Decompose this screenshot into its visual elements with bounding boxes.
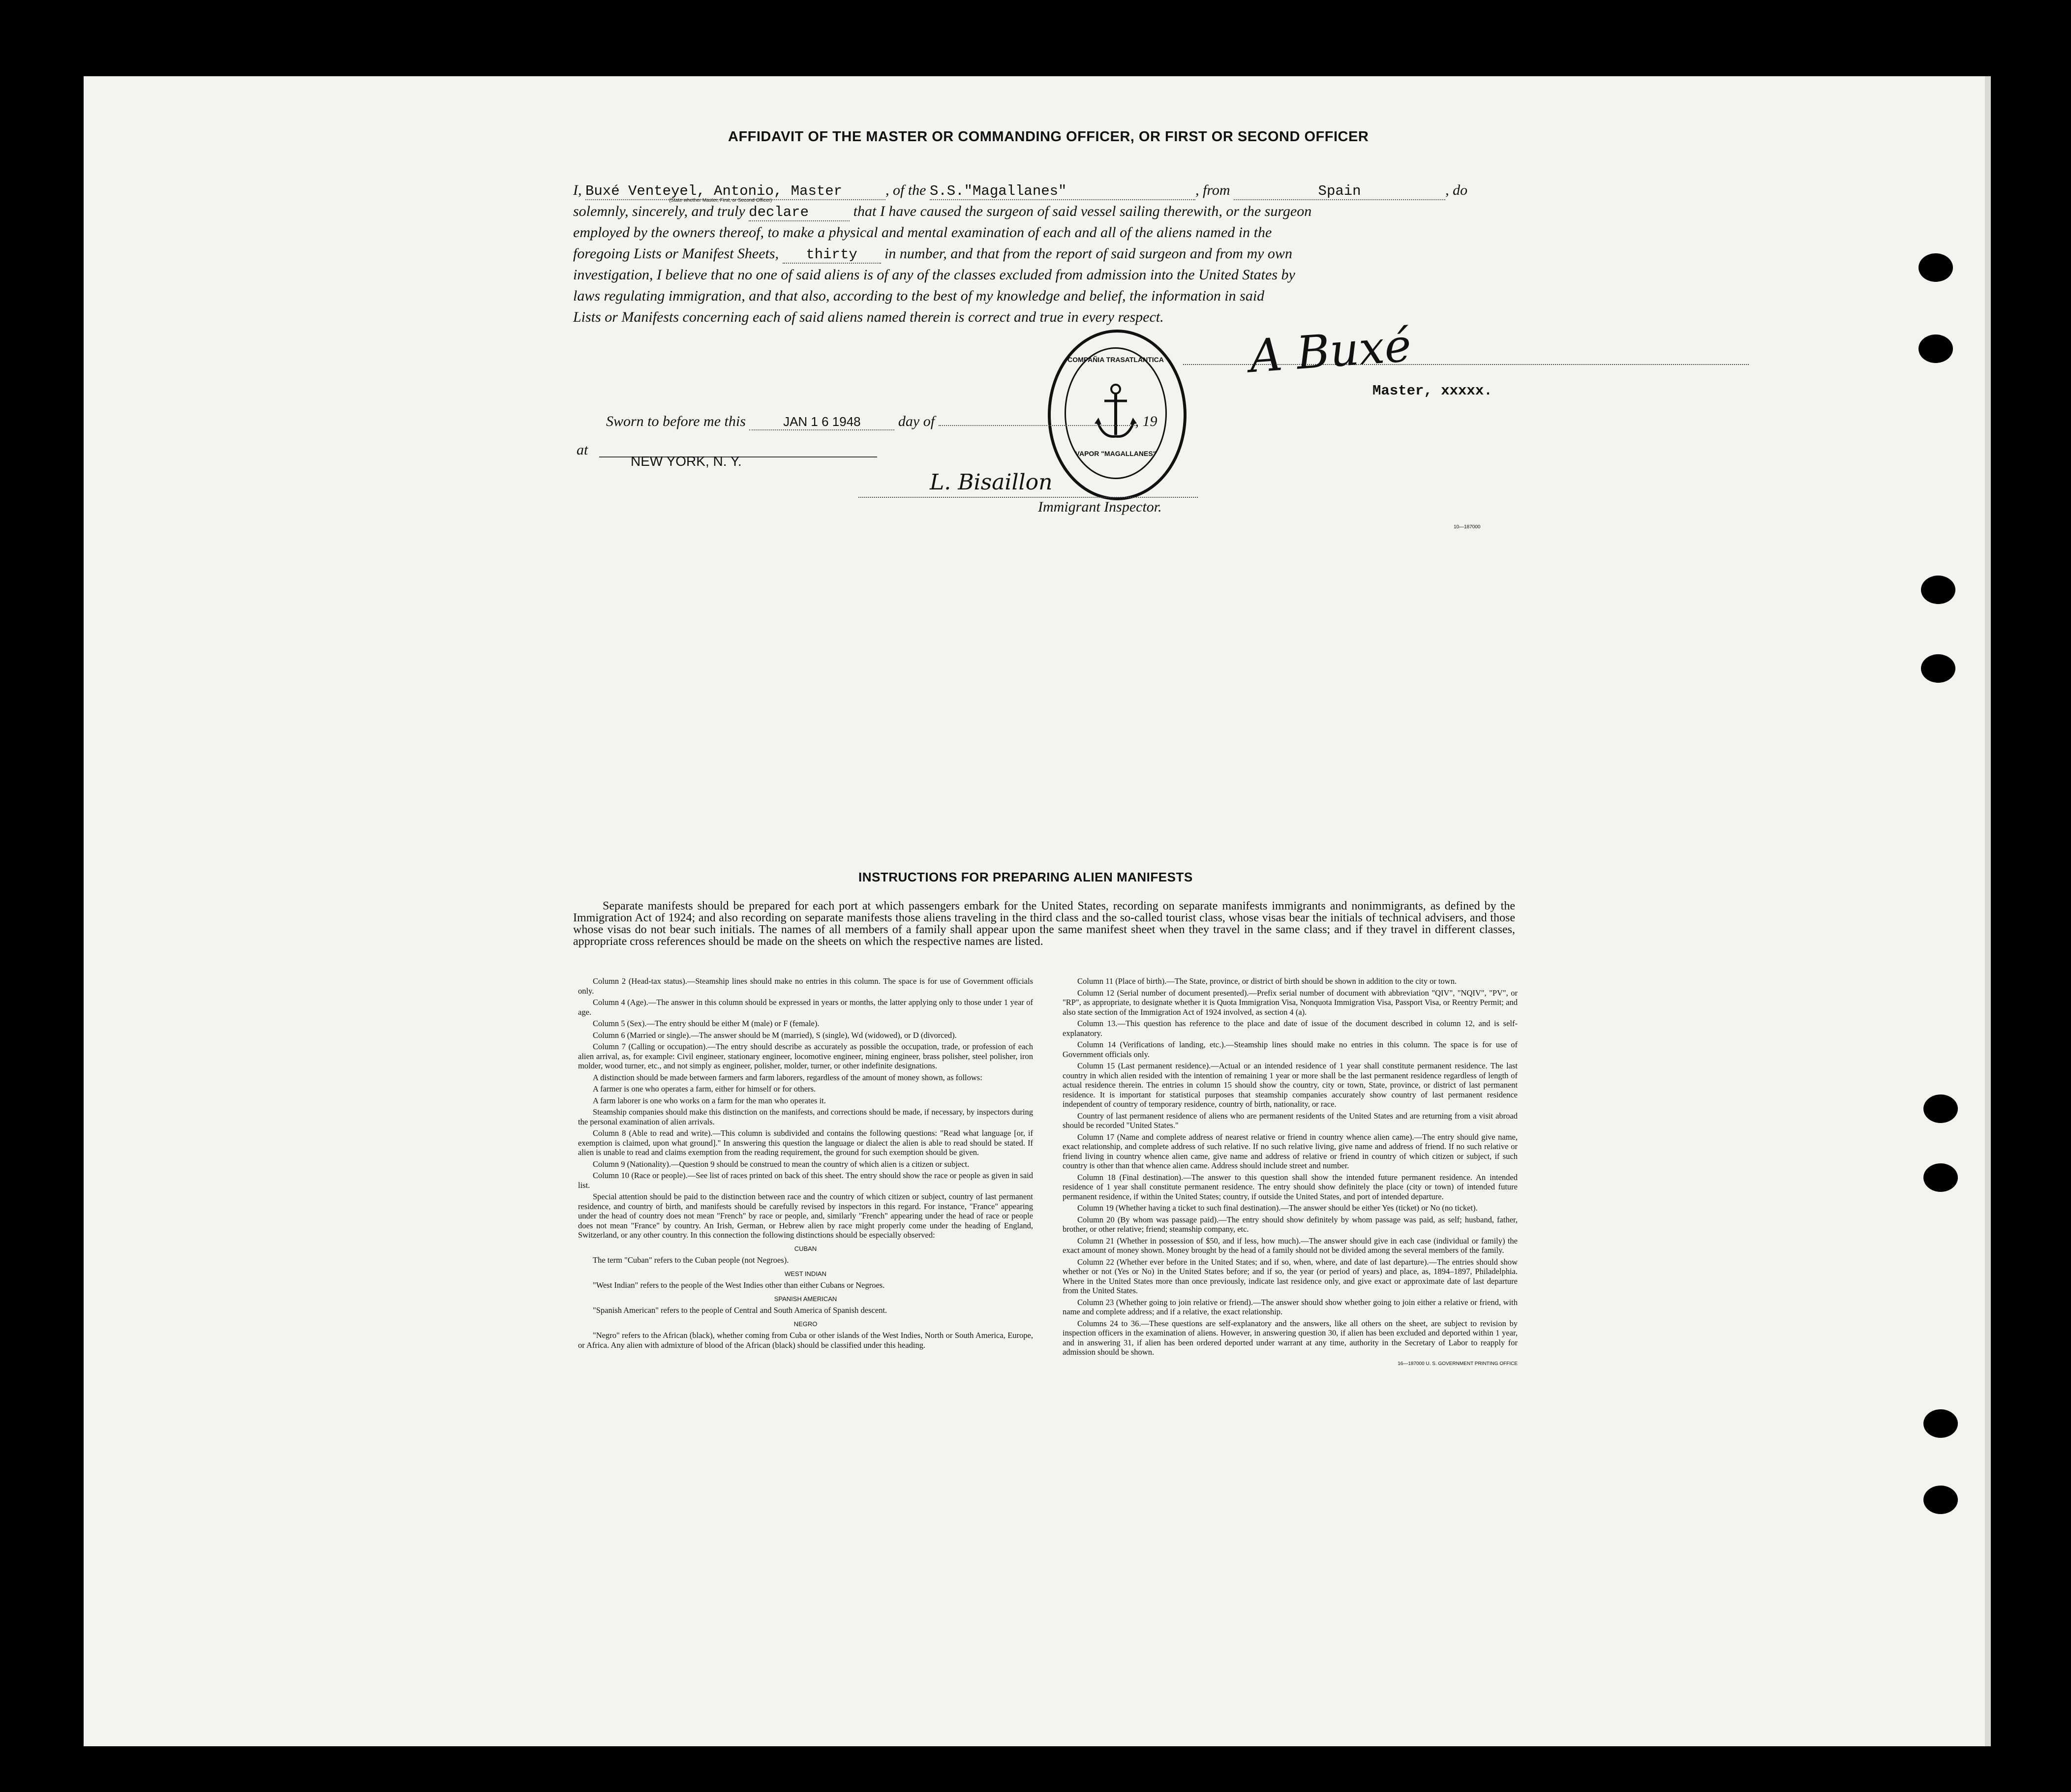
master-label: Master, xxxxx. xyxy=(1372,383,1492,399)
form-code: 10—187000 xyxy=(1454,524,1481,530)
text: solemnly, sincerely, and truly xyxy=(573,203,745,219)
vessel-field: S.S."Magallanes" xyxy=(930,183,1195,200)
seal-top-text: COMPAÑIA TRASATLANTICA xyxy=(1067,356,1164,364)
cuban-definition: The term "Cuban" refers to the Cuban people (not Negroes). xyxy=(593,1255,789,1265)
at-line xyxy=(577,442,588,458)
column-note: Column 9 (Nationality).—Question 9 should be construed to mean the country of which alien is a citizen or subject. xyxy=(593,1159,970,1169)
column-note: Column 18 (Final destination).—The answer to this question shall show the intended future permanent residence. An intended residence of 1 year shall constitute permanent residence. The entry should show definitely the place (city or town) of intended future permanent residence, if within the United States; country, if outside the United States, and port of intended departure. xyxy=(1063,1172,1518,1201)
affidavit-line-2 xyxy=(573,203,1311,221)
officer-note: (State whether Master, First, or Second Officer) xyxy=(669,198,772,203)
affidavit-line-5: investigation, I believe that no one of said aliens is of any of the classes excluded from admission into the United States by xyxy=(573,267,1295,283)
column-note: Column 20 (By whom was passage paid).—The entry should show definitely by whom passage was paid, as self; husband, father, brother, or other relative; friend; steamship company, etc. xyxy=(1063,1215,1518,1234)
column-note: Column 4 (Age).—The answer in this column should be expressed in years or months, the latter applying only to those under 1 year of age. xyxy=(578,998,1033,1017)
binder-hole xyxy=(1921,576,1955,604)
column-note: Column 14 (Verifications of landing, etc.).—Steamship lines should make no entries in this column. The space is for use of Government officials only. xyxy=(1063,1040,1518,1059)
column-note: Column 6 (Married or single).—The answer should be M (married), S (single), Wd (widowed), or D (divorced). xyxy=(593,1030,957,1040)
binder-hole xyxy=(1919,253,1953,282)
column-note: Special attention should be paid to the distinction between race and the country of which citizen or subject, country of last permanent residence, and country of birth, and manifests should be carefully revised by inspectors in this regard. For instance, "France" appearing under the head of country does not mean "French" by race or people, and, similarly "French" appearing under the head of race or people does not mean "France" by country. An Irish, German, or Hebrew alien by race might properly come under the heading of England, Switzerland, or any other country. In this connection the following distinctions should be especially observed: xyxy=(578,1192,1033,1240)
inspector-signature: L. Bisaillon xyxy=(930,470,1053,495)
text: in number, and that from the report of said surgeon and from my own xyxy=(884,245,1292,262)
binder-hole xyxy=(1923,1409,1958,1438)
inspector-label: Immigrant Inspector. xyxy=(1038,499,1162,515)
text: Sworn to before me this xyxy=(606,413,746,429)
column-note: Column 17 (Name and complete address of nearest relative or friend in country whence alien came).—The entry should give name, exact relationship, and complete address of such relative. If no such relative living, give name and address of friend. If no such relative or friend living in country whence alien came, give name and address of relative or friend in country of which citizen or subject, if such country is other than that whence alien came. Address should include street and number. xyxy=(1063,1132,1518,1170)
text: at xyxy=(577,442,588,458)
column-note: A distinction should be made between farmers and farm laborers, regardless of the amount of money shown, as follows: xyxy=(593,1072,982,1082)
negro-definition: "Negro" refers to the African (black), whether coming from Cuba or other islands of the West Indies, North or South America, Europe, or Africa. Any alien with admixture of blood of the African (black) should be classified under this heading. xyxy=(578,1331,1033,1350)
column-note: Column 5 (Sex).—The entry should be either M (male) or F (female). xyxy=(593,1019,820,1028)
printing-office-footer: 16—187000 U. S. GOVERNMENT PRINTING OFFICE xyxy=(1398,1361,1518,1367)
instructions-right-column xyxy=(1063,976,1518,1370)
text: , 19 xyxy=(1135,413,1157,429)
binder-hole xyxy=(1921,654,1955,683)
column-note: Column 10 (Race or people).—See list of races printed on back of this sheet. The entry should show the race or people as given in said list. xyxy=(578,1171,1033,1190)
column-note: Column 11 (Place of birth).—The State, province, or district of birth should be shown in addition to the city or town. xyxy=(1077,976,1457,986)
column-note: Column 2 (Head-tax status).—Steamship lines should make no entries in this column. The space is for use of Government officials only. xyxy=(578,976,1033,996)
instructions-title: INSTRUCTIONS FOR PREPARING ALIEN MANIFESTS xyxy=(858,870,1193,884)
port-from-field: Spain xyxy=(1234,183,1445,200)
instructions-left-column xyxy=(578,976,1033,1352)
column-note: Column 15 (Last permanent residence).—Actual or an intended residence of 1 year shall constitute permanent residence. The last country in which alien resided with the intention of remaining 1 year or more shall be the last permanent residence regardless of length of actual residence therein. The entries in column 15 should show the country, city or town, State, province, or district of last permanent residence. It is important for statistical purposes that steamship companies accurately show country of last permanent residence independent of country of temporary residence, country of birth, nationality, or race. xyxy=(1063,1061,1518,1109)
text: I, xyxy=(573,182,582,198)
sheet-edge xyxy=(1985,76,1991,1746)
spanish-american-definition: "Spanish American" refers to the people of Central and South America of Spanish descent. xyxy=(593,1306,887,1315)
text: , from xyxy=(1195,182,1230,198)
heading-negro: NEGRO xyxy=(793,1320,818,1328)
column-note: Column 7 (Calling or occupation).—The entry should describe as accurately as possible the occupation, trade, or profession of each alien arrival, as, for example: Civil engineer, stationary engineer, locomotive engineer, mining engineer, brass polisher, steel polisher, iron molder, wood turner, etc., and not simply as engineer, polisher, molder, turner, or other indefinite designations. xyxy=(578,1042,1033,1070)
heading-cuban: CUBAN xyxy=(794,1245,817,1252)
column-note: Column 19 (Whether having a ticket to such final destination).—The answer should be either Yes (ticket) or No (no ticket). xyxy=(1077,1203,1478,1213)
column-note: Column 12 (Serial number of document presented).—Prefix serial number of document with abbreviation "QIV", "NQIV", "PV", or "RP", as appropriate, to designate whether it is Quota Immigration Visa, Nonquota Immigration Visa, Passport Visa, or Reentry Permit; and also state section of the Immigration Act of 1924 involved, as section 4 (a). xyxy=(1063,988,1518,1017)
anchor-icon xyxy=(1094,383,1138,442)
binder-hole xyxy=(1923,1094,1958,1123)
intro-paragraph: Separate manifests should be prepared for each port at which passengers embark for the United States, recording on separate manifests immigrants and nonimmigrants, as defined by the Immigration Act of 1924; and also recording on separate manifests those aliens traveling in the third class and the so-called tourist class, whose visas bear the initials of technical advisers, and those whose visas do not bear such initials. The names of all members of a family shall appear upon the same manifest sheet when they travel in the same class; and if they travel in different classes, appropriate cross references should be made on the sheets on which the respective names are listed. xyxy=(573,900,1515,948)
affidavit-title: AFFIDAVIT OF THE MASTER OR COMMANDING OFFICER, OR FIRST OR SECOND OFFICER xyxy=(728,129,1369,145)
sworn-line xyxy=(606,413,1157,430)
binder-hole xyxy=(1923,1163,1958,1192)
text: that I have caused the surgeon of said vessel sailing therewith, or the surgeon xyxy=(853,203,1312,219)
sworn-date-stamp: JAN 1 6 1948 xyxy=(749,414,894,430)
column-note: Column 22 (Whether ever before in the United States; and if so, when, where, and date of last departure).—The entries should show whether or not (Yes or No) in the United States before; and if so, the year (or period of years) and place, as, 1894–1897, Philadelphia. Where in the United States more than once previously, indicate last residence only, and give exact or approximate date of last departure from the United States. xyxy=(1063,1257,1518,1295)
text: , do xyxy=(1445,182,1468,198)
month-field xyxy=(939,425,1135,426)
column-note: Column 13.—This question has reference to the place and date of issue of the document described in column 12, and is self-explanatory. xyxy=(1063,1019,1518,1038)
column-note: Columns 24 to 36.—These questions are self-explanatory and the answers, like all others on the sheet, are subject to revision by inspection officers in the examination of aliens. However, in answering question 30, if alien has been excluded and deported within 1 year, and in answering 31, if alien has been ordered deported under warrant at any time, authority in the Secretary of Labor to reapply for admission should be shown. xyxy=(1063,1318,1518,1357)
affidavit-line-6: laws regulating immigration, and that also, according to the best of my knowledge and belief, the information in said xyxy=(573,288,1265,304)
seal-bottom-text: VAPOR "MAGALLANES" xyxy=(1075,450,1157,457)
column-note: Column 21 (Whether in possession of $50, and if less, how much).—The answer should give in each case (individual or family) the exact amount of money shown. Money brought by the head of a family should not be divided among the several members of the family. xyxy=(1063,1236,1518,1255)
binder-hole xyxy=(1923,1486,1958,1514)
officer-name-field: Buxé Venteyel, Antonio, Master xyxy=(585,183,885,200)
column-note: Column 8 (Able to read and write).—This column is subdivided and contains the following questions: "Read what language [or, if exemption is claimed, upon what ground]." In answering this question the language or dialect the alien is able to read should be stated. If alien is unable to read and claims exemption from the reading requirement, the ground for such exemption should be given. xyxy=(578,1128,1033,1157)
sheet-count-field: thirty xyxy=(783,246,881,264)
affidavit-line-4 xyxy=(573,245,1292,264)
master-signature: A Buxé xyxy=(1248,319,1413,383)
west-indian-definition: "West Indian" refers to the people of the West Indies other than either Cubans or Negroes. xyxy=(593,1280,885,1290)
column-note: Steamship companies should make this distinction on the manifests, and corrections should be made, if necessary, by inspectors during the personal examination of alien arrivals. xyxy=(578,1107,1033,1126)
text: , of the xyxy=(885,182,926,198)
binder-hole xyxy=(1919,334,1953,363)
column-note: Country of last permanent residence of aliens who are permanent residents of the United States and are returning from a visit abroad should be recorded "United States." xyxy=(1063,1111,1518,1130)
instructions-intro xyxy=(573,900,1515,947)
text: foregoing Lists or Manifest Sheets, xyxy=(573,245,779,262)
column-note: Column 23 (Whether going to join relative or friend).—The answer should show whether going to join either a relative or friend, with name and complete address; and if a relative, the exact relationship. xyxy=(1063,1297,1518,1316)
heading-spanish-american: SPANISH AMERICAN xyxy=(774,1295,837,1303)
text: day of xyxy=(898,413,935,429)
column-note: A farmer is one who operates a farm, either for himself or for others. xyxy=(593,1084,816,1093)
declare-field: declare xyxy=(749,204,850,221)
column-note: A farm laborer is one who works on a farm for the man who operates it. xyxy=(593,1095,826,1105)
affidavit-line-3: employed by the owners thereof, to make a physical and mental examination of each and all of the aliens named in the xyxy=(573,224,1272,241)
affidavit-line-7: Lists or Manifests concerning each of said aliens named therein is correct and true in every respect. xyxy=(573,309,1164,325)
heading-west-indian: WEST INDIAN xyxy=(785,1270,826,1277)
inspector-signature-line xyxy=(858,497,1198,498)
location-stamp: NEW YORK, N. Y. xyxy=(631,454,742,469)
